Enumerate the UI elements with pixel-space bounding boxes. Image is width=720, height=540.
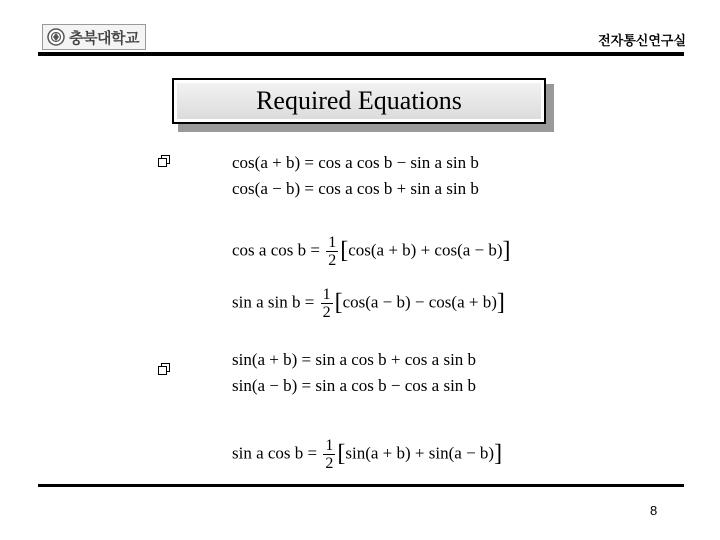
equation-rhs: cos(a + b) + cos(a − b) [348, 240, 503, 260]
right-bracket: ] [496, 289, 505, 316]
stacked-square-bullet-icon [158, 363, 170, 375]
fraction-numerator: 1 [322, 286, 331, 303]
left-bracket: [ [337, 440, 346, 467]
stacked-square-bullet-icon [158, 155, 170, 167]
bullet-2 [158, 363, 170, 375]
fraction-denominator: 2 [328, 252, 337, 269]
equation-lhs: cos a cos b = [232, 240, 320, 260]
university-emblem-icon [47, 28, 65, 46]
left-bracket: [ [340, 237, 349, 264]
fraction [326, 234, 338, 269]
equation-lhs: sin a cos b = [232, 443, 318, 463]
equation-sin-diff: sin(a − b) = sin a cos b − cos a sin b [232, 376, 477, 395]
footer-rule [38, 484, 684, 487]
fraction-numerator: 1 [325, 437, 334, 454]
equation-cos-sum: cos(a + b) = cos a cos b − sin a sin b [232, 153, 479, 172]
equation-rhs: sin(a + b) + sin(a − b) [345, 443, 495, 463]
equation-rhs: cos(a − b) − cos(a + b) [342, 292, 497, 312]
equation-cos-product [232, 234, 511, 269]
fraction-numerator: 1 [328, 234, 337, 251]
header-rule [38, 52, 684, 56]
logo-text: 충북대학교 [69, 28, 139, 47]
right-bracket: ] [502, 237, 511, 264]
equation-sin-sum: sin(a + b) = sin a cos b + cos a sin b [232, 350, 477, 369]
equation-sin-cos-product [232, 437, 502, 472]
equation-cos-diff: cos(a − b) = cos a cos b + sin a sin b [232, 179, 479, 198]
fraction [321, 286, 333, 321]
page-number: 8 [650, 503, 658, 518]
fraction-denominator: 2 [325, 455, 334, 472]
equation-sin-product [232, 286, 505, 321]
right-bracket: ] [494, 440, 503, 467]
left-bracket: [ [334, 289, 343, 316]
page-title: Required Equations [256, 86, 462, 115]
fraction-denominator: 2 [322, 304, 331, 321]
fraction [323, 437, 335, 472]
title-inner [177, 83, 541, 119]
equation-lhs: sin a sin b = [232, 292, 315, 312]
university-logo [42, 24, 146, 50]
bullet-1 [158, 155, 170, 167]
title-box [172, 78, 546, 124]
lab-name: 전자통신연구실 [598, 34, 686, 49]
